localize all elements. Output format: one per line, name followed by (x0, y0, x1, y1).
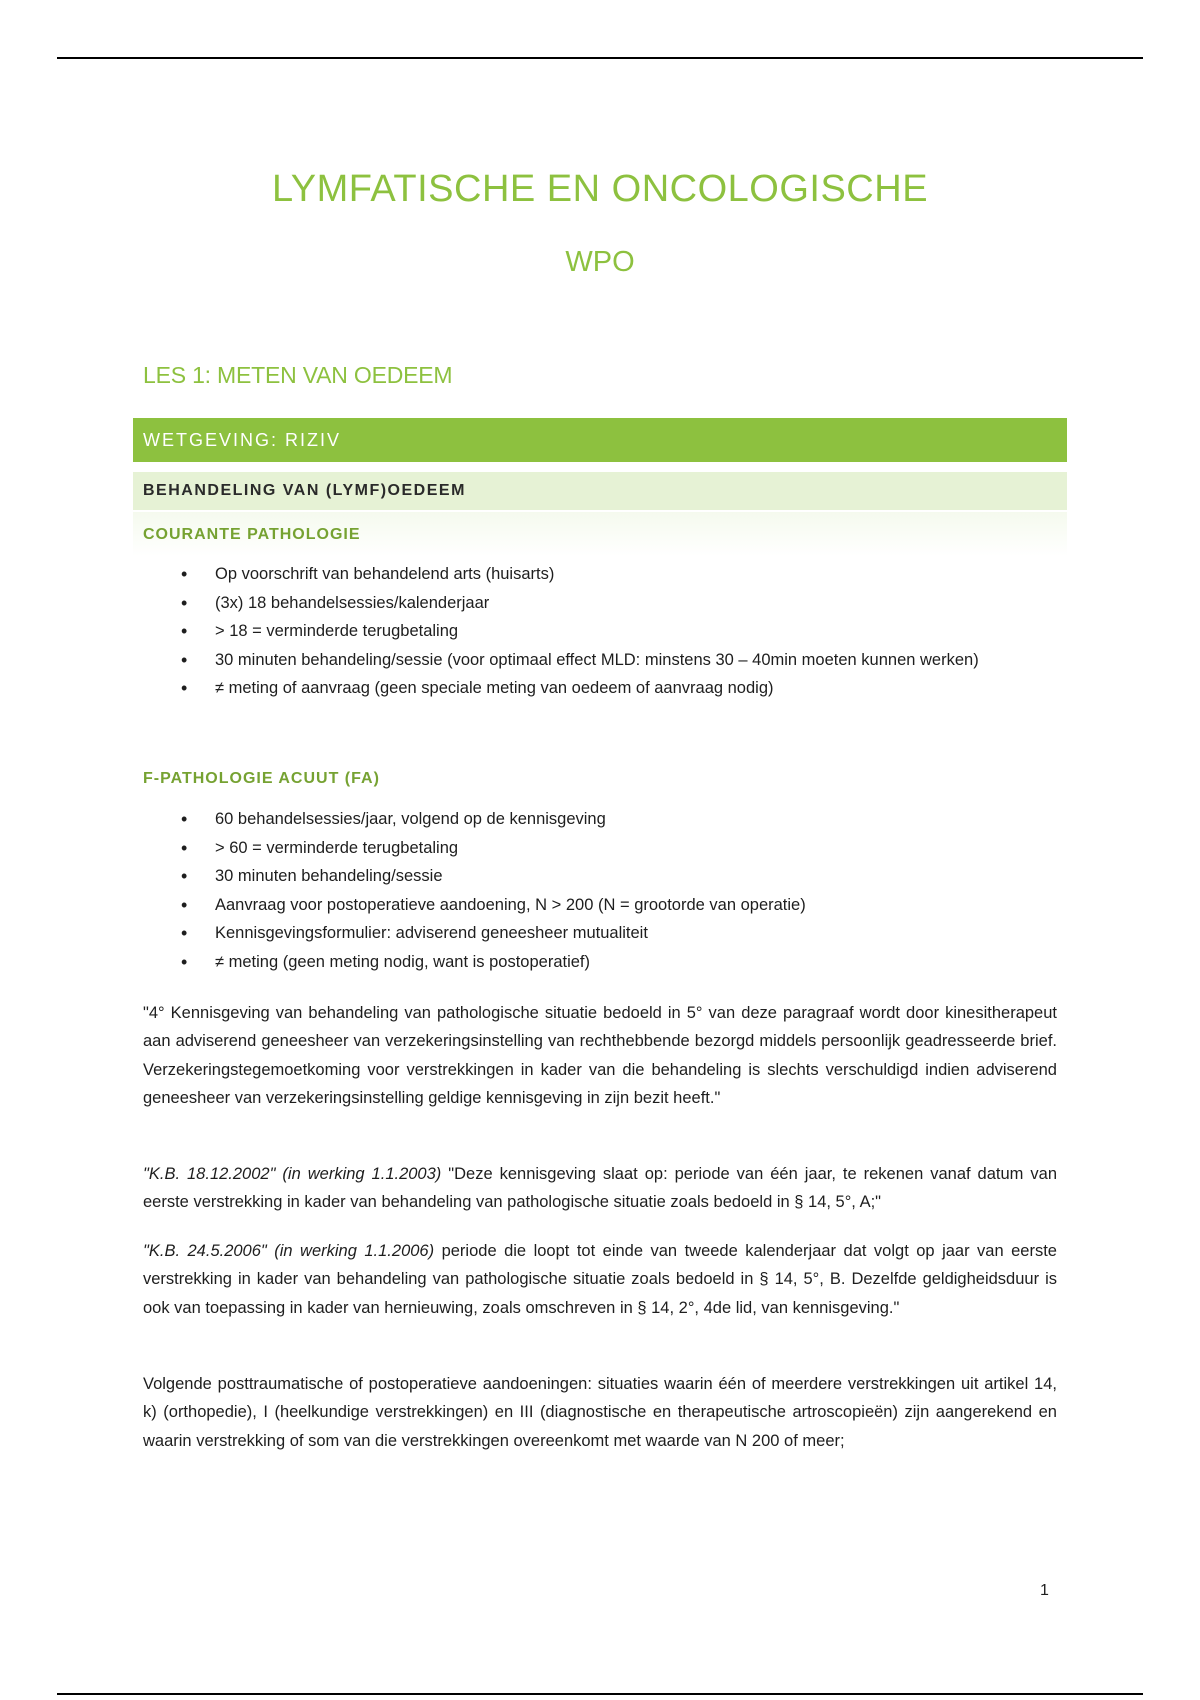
f-pathologie-acuut-heading: F-PATHOLOGIE ACUUT (FA) (143, 770, 380, 787)
bullet-icon: • (181, 837, 188, 858)
treatment-heading-band: BEHANDELING VAN (LYMF)OEDEEM (133, 472, 1067, 510)
list-item: • > 60 = verminderde terugbetaling (143, 834, 1057, 863)
list-item: • ≠ meting of aanvraag (geen speciale meting van oedeem of aanvraag nodig) (143, 674, 1057, 703)
list-item: • ≠ meting (geen meting nodig, want is postoperatief) (143, 948, 1057, 977)
list-item: • Aanvraag voor postoperatieve aandoening, N > 200 (N = grootorde van operatie) (143, 891, 1057, 920)
bullet-icon: • (181, 621, 188, 641)
legislation-heading-band: WETGEVING: RIZIV (133, 418, 1067, 462)
bullet-icon: • (181, 592, 188, 613)
list-item: • 30 minuten behandeling/sessie (143, 862, 1057, 891)
document-subtitle: WPO (565, 246, 635, 278)
bullet-icon: • (181, 894, 188, 915)
bullet-icon: • (181, 923, 188, 943)
bullet-icon: • (181, 649, 188, 670)
bullet-icon: • (181, 809, 188, 829)
courante-bullet-list (143, 560, 1057, 703)
list-item: • 30 minuten behandeling/sessie (voor optimaal effect MLD: minstens 30 – 40min moeten kunnen werken) (143, 646, 1057, 675)
paragraph-kb-2006: "K.B. 24.5.2006" (in werking 1.1.2006) periode die loopt tot einde van tweede kalenderjaar dat volgt op jaar van eerste verstrekking in kader van behandeling van pathologische situatie zoals bedoeld in § 14, 5°, B. Dezelfde geldigheidsduur is ook van toepassing in kader van hernieuwing, zoals omschreven in § 14, 2°, 4de lid, van kennisgeving." (143, 1242, 1057, 1317)
citation-kb-2002: "K.B. 18.12.2002" (in werking 1.1.2003) (143, 1165, 442, 1183)
page-number: 1 (1040, 1582, 1049, 1599)
fa-bullet-list (143, 805, 1057, 976)
lesson-title: LES 1: METEN VAN OEDEEM (143, 362, 453, 388)
footer-rule (57, 1693, 1143, 1695)
paragraph-postoperatieve-aandoeningen: Volgende posttraumatische of postoperatieve aandoeningen: situaties waarin één of meerdere verstrekkingen uit artikel 14, k) (orthopedie), I (heelkundige verstrekkingen) en III (diagnostische en therapeutische artroscopieën) zijn aangerekend en waarin verstrekking of som van die verstrekkingen overeenkomt met waarde van N 200 of meer; (143, 1375, 1057, 1450)
bullet-icon: • (181, 564, 188, 584)
bullet-icon: • (181, 678, 188, 698)
list-item: • Op voorschrift van behandelend arts (huisarts) (143, 560, 1057, 589)
citation-kb-2006: "K.B. 24.5.2006" (in werking 1.1.2006) (143, 1242, 435, 1260)
document-title: LYMFATISCHE EN ONCOLOGISCHE (271, 168, 929, 210)
list-item: • > 18 = verminderde terugbetaling (143, 617, 1057, 646)
courante-pathologie-heading: COURANTE PATHOLOGIE (143, 526, 361, 543)
list-item: • 60 behandelsessies/jaar, volgend op de kennisgeving (143, 805, 1057, 834)
bullet-icon: • (181, 951, 188, 972)
list-item: • (3x) 18 behandelsessies/kalenderjaar (143, 589, 1057, 618)
list-item: • Kennisgevingsformulier: adviserend geneesheer mutualiteit (143, 919, 1057, 948)
header-rule (57, 57, 1143, 59)
bullet-icon: • (181, 866, 188, 886)
paragraph-kennisgeving-quote: "4° Kennisgeving van behandeling van pathologische situatie bedoeld in 5° van deze paragraaf wordt door kinesitherapeut aan adviserend geneesheer van verzekeringsinstelling van rechthebbende bezorgd middels persoonlijk geadresseerde brief. Verzekeringstegemoetkoming voor verstrekkingen in kader van die behandeling is slechts verschuldigd indien adviserend geneesheer van verzekeringsinstelling geldige kennisgeving in zijn bezit heeft." (143, 1004, 1057, 1107)
paragraph-kb-2002: "K.B. 18.12.2002" (in werking 1.1.2003) "Deze kennisgeving slaat op: periode van één jaar, te rekenen vanaf datum van eerste verstrekking in kader van behandeling van pathologische situatie zoals bedoeld in § 14, 5°, A;" (143, 1165, 1057, 1212)
